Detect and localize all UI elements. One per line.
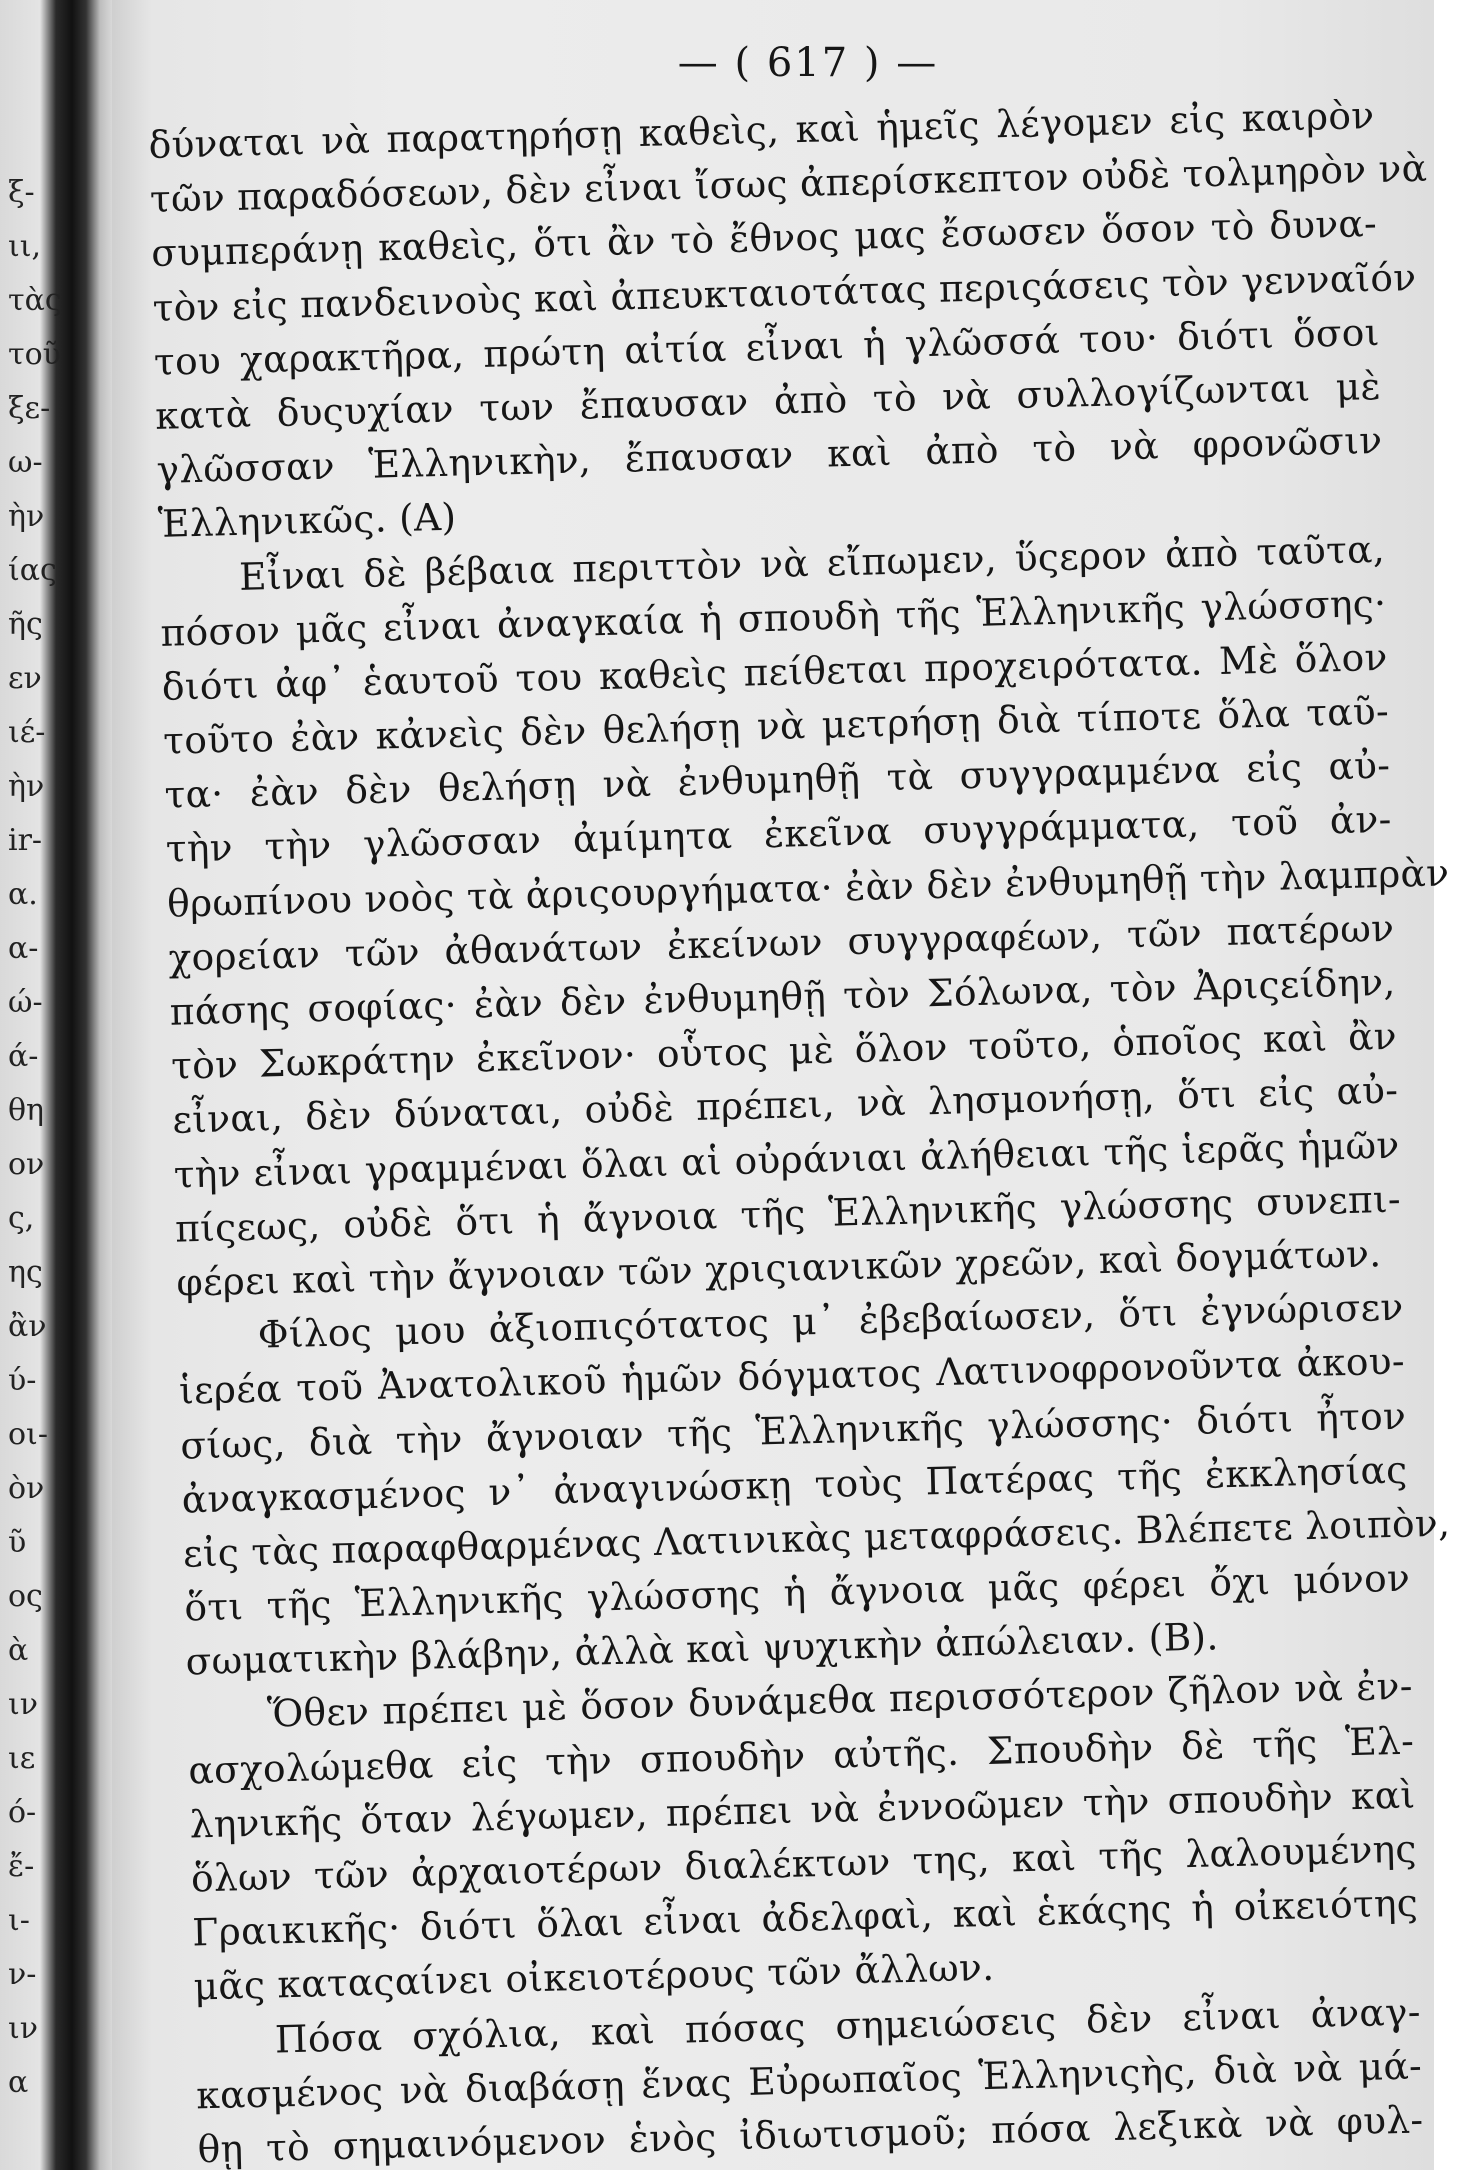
margin-fragment: ό-: [8, 1795, 37, 1830]
text-line: πάσης σοφίας· ἐὰν δὲν ἐνθυμηθῇ τὸν Σόλωνα, τὸν Ἀριςείδην,: [169, 959, 1397, 1034]
margin-fragment: ῦ: [8, 1525, 27, 1560]
text-line: κασμένος νὰ διαβάσῃ ἕνας Εὐρωπαῖος Ἑλληνιςὴς, διὰ νὰ μά-: [195, 2043, 1423, 2118]
text-line: σίως, διὰ τὴν ἄγνοιαν τῆς Ἑλληνικῆς γλώσσης· διότι ἦτον: [179, 1393, 1407, 1468]
margin-fragment: ὴν: [8, 769, 45, 804]
text-line: ασχολώμεθα εἰς τὴν σπουδὴν αὐτῆς. Σπουδὴν δὲ τῆς Ἑλ-: [187, 1718, 1415, 1793]
margin-fragment: ξε-: [8, 391, 51, 426]
margin-fragment: α-: [8, 931, 39, 966]
margin-fragment: ώ-: [8, 985, 43, 1020]
margin-fragment: ον: [8, 1147, 45, 1182]
margin-fragment: ιι,: [8, 229, 42, 264]
text-line: πόσον μᾶς εἶναι ἀναγκαία ἡ σπουδὴ τῆς Ἑλληνικῆς γλώσσης·: [160, 580, 1387, 655]
text-line: ἱερέα τοῦ Ἀνατολικοῦ ἡμῶν δόγματος Λατινοφρονοῦντα ἀκου-: [178, 1338, 1406, 1413]
margin-fragment: ν-: [8, 1957, 37, 1992]
page-body-text: [148, 88, 1451, 2176]
margin-fragment: ὴν: [8, 499, 45, 534]
text-line: τῶν παραδόσεων, δὲν εἶναι ἴσως ἀπερίσκεπτον οὐδὲ τολμηρὸν νὰ: [149, 145, 1428, 222]
text-line: Πόσα σχόλια, καὶ πόσας σημειώσεις δὲν εἶναι ἀναγ-: [274, 1989, 1422, 2062]
text-line: πίςεως, οὐδὲ ὅτι ἡ ἄγνοια τῆς Ἑλληνικῆς γλώσσης συνεπι-: [174, 1176, 1402, 1251]
margin-fragment: ης: [8, 1255, 43, 1290]
text-line: τὴν εἶναι γραμμέναι ὅλαι αἱ οὐράνιαι ἀλήθειαι τῆς ἱερᾶς ἡμῶν: [173, 1122, 1400, 1197]
text-line: μᾶς καταςαίνει οἰκειοτέρους τῶν ἄλλων.: [193, 1945, 995, 2009]
text-line: γλῶσσαν Ἑλληνικὴν, ἔπαυσαν καὶ ἀπὸ τὸ νὰ φρονῶσιν: [156, 418, 1383, 493]
book-page: [112, 0, 1451, 2172]
text-line: τοῦτο ἐὰν κἀνεὶς δὲν θελήσῃ νὰ μετρήσῃ διὰ τίποτε ὅλα ταῦ-: [162, 688, 1390, 763]
margin-fragment: α: [8, 2065, 29, 2100]
margin-fragment: ίας: [8, 553, 57, 588]
margin-fragment: τοῦ: [8, 337, 61, 372]
margin-fragment: ῆς: [8, 607, 43, 642]
margin-fragment: ά-: [8, 1039, 39, 1074]
text-line: τὸν εἰς πανδεινοὺς καὶ ἀπευκταιοτάτας περιςάσεις τὸν γενναῖόν: [152, 254, 1417, 330]
previous-page-edge: [0, 0, 62, 2170]
margin-fragment: ξ-: [8, 175, 35, 210]
text-line: ληνικῆς ὅταν λέγωμεν, πρέπει νὰ ἐννοῶμεν τὴν σπουδὴν καὶ: [189, 1772, 1416, 1847]
text-line: θρωπίνου νοὸς τὰ ἀριςουργήματα· ἐὰν δὲν ἐνθυμηθῇ τὴν λαμπρὰν: [166, 850, 1450, 926]
text-line: διότι ἀφ᾽ ἑαυτοῦ του καθεὶς πείθεται προχειρότατα. Μὲ ὅλον: [161, 634, 1389, 709]
margin-fragment: α.: [8, 877, 38, 912]
text-line: Ὅθεν πρέπει μὲ ὅσον δυνάμεθα περισσότερον ζῆλον νὰ ἐν-: [266, 1664, 1414, 1736]
text-line: ἀναγκασμένος ν᾽ ἀναγινώσκῃ τοὺς Πατέρας τῆς ἐκκλησίας: [181, 1447, 1408, 1522]
text-line: εἰς τὰς παραφθαρμένας Λατινικὰς μεταφράσεις. Βλέπετε λοιπὸν,: [182, 1500, 1451, 1576]
text-line: θῃ τὸ σημαινόμενον ἑνὸς ἰδιωτισμοῦ; πόσα λεξικὰ νὰ φυλ-: [197, 2097, 1424, 2172]
margin-fragment: ύ-: [8, 1363, 37, 1398]
text-line: ὅτι τῆς Ἑλληνικῆς γλώσσης ἡ ἄγνοια μᾶς φέρει ὄχι μόνον: [183, 1555, 1411, 1630]
margin-fragment: ὰ: [8, 1633, 29, 1668]
margin-fragment: ιν: [8, 2011, 38, 2046]
text-line: τα· ἐὰν δὲν θελήσῃ νὰ ἐνθυμηθῇ τὰ συγγραμμένα εἰς αὐ-: [164, 743, 1391, 818]
text-line: φέρει καὶ τὴν ἄγνοιαν τῶν χριςιανικῶν χρεῶν, καὶ δογμάτων.: [175, 1231, 1382, 1305]
margin-fragment: τὰς: [8, 283, 62, 318]
text-line: κατὰ δυςυχίαν των ἔπαυσαν ἀπὸ τὸ νὰ συλλογίζωνται μὲ: [154, 363, 1382, 438]
text-line: συμπεράνῃ καθεὶς, ὅτι ἂν τὸ ἔθνος μας ἔσωσεν ὅσον τὸ δυνα-: [150, 201, 1378, 276]
margin-fragment: εν: [8, 661, 42, 696]
margin-fragment: ὸν: [8, 1471, 45, 1506]
text-line: ὅλων τῶν ἀρχαιοτέρων διαλέκτων της, καὶ τῆς λαλουμένης: [190, 1826, 1418, 1901]
margin-fragment: θη: [8, 1093, 45, 1128]
text-line: σωματικὴν βλάβην, ἀλλὰ καὶ ψυχικὴν ἀπώλειαν. (Β).: [185, 1614, 1220, 1684]
margin-fragment: οι-: [8, 1417, 48, 1452]
text-line: δύναται νὰ παρατηρήσῃ καθεὶς, καὶ ἡμεῖς λέγομεν εἰς καιρὸν: [148, 93, 1375, 167]
text-line: τὴν τὴν γλῶσσαν ἀμίμητα ἐκεῖνα συγγράμματα, τοῦ ἀν-: [165, 797, 1393, 872]
margin-fragment: ir-: [8, 823, 43, 858]
margin-fragment: ς,: [8, 1201, 35, 1236]
margin-fragment: ἂν: [8, 1309, 47, 1344]
margin-fragment: ιέ-: [8, 715, 46, 750]
text-line: χορείαν τῶν ἀθανάτων ἐκείνων συγγραφέων, τῶν πατέρων: [167, 905, 1395, 980]
margin-fragment: ω-: [8, 445, 43, 480]
margin-fragment: ιε: [8, 1741, 36, 1776]
margin-fragment: ος: [8, 1579, 43, 1614]
text-line: Φίλος μου ἀξιοπιςότατος μ᾽ ἐβεβαίωσεν, ὅτι ἐγνώρισεν: [257, 1284, 1404, 1357]
text-line: εἶναι, δὲν δύναται, οὐδὲ πρέπει, νὰ λησμονήσῃ, ὅτι εἰς αὐ-: [171, 1068, 1399, 1143]
text-line: Εἶναι δὲ βέβαια περιττὸν νὰ εἴπωμεν, ὕςερον ἀπὸ ταῦτα,: [238, 526, 1386, 599]
margin-fragment: ιν: [8, 1687, 38, 1722]
text-line: Ἑλληνικῶς. (Α): [157, 494, 457, 547]
margin-fragment: ι-: [8, 1903, 30, 1938]
text-line: του χαρακτῆρα, πρώτη αἰτία εἶναι ἡ γλῶσσά του· διότι ὅσοι: [153, 309, 1381, 384]
text-line: Γραικικῆς· διότι ὅλαι εἶναι ἀδελφαὶ, καὶ ἑκάςης ἡ οἰκειότης: [191, 1880, 1419, 1955]
text-line: τὸν Σωκράτην ἐκεῖνον· οὗτος μὲ ὅλον τοῦτο, ὁποῖος καὶ ἂν: [170, 1013, 1398, 1088]
margin-fragment: ἔ-: [8, 1849, 35, 1884]
page-number: — ( 617 ) —: [677, 40, 939, 86]
